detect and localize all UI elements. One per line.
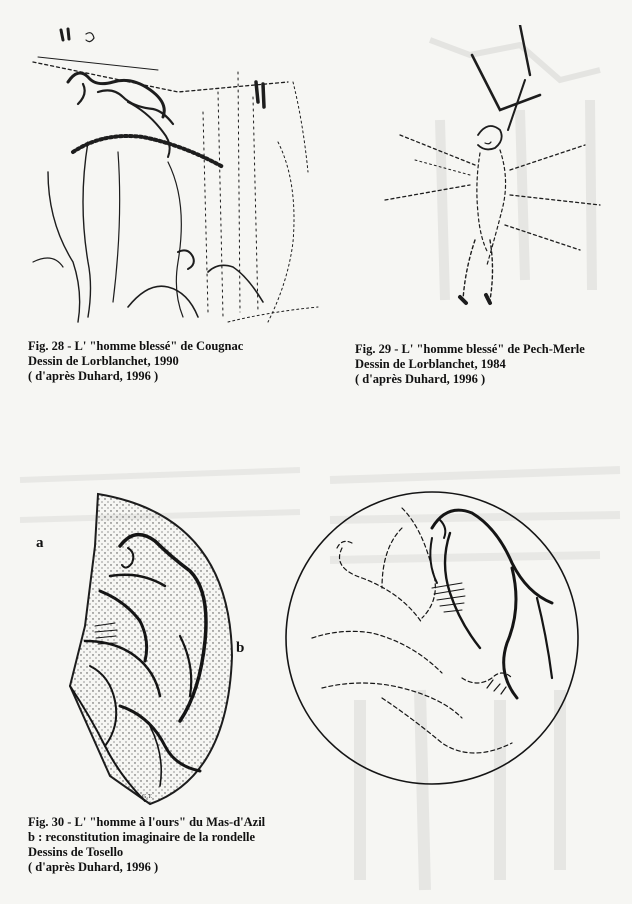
figure-30-label-a: a — [36, 535, 44, 551]
figure-30-caption-line-3: Dessins de Tosello — [28, 845, 124, 859]
figure-30-caption-line-2: b : reconstitution imaginaire de la rondelle — [28, 830, 256, 844]
figure-28-caption — [28, 339, 243, 384]
figure-29-caption — [355, 342, 585, 387]
figure-28-drawing — [28, 22, 328, 332]
figure-28-caption-line-1: Fig. 28 - L' "homme blessé" de Cougnac — [28, 339, 244, 353]
figure-30-caption — [28, 815, 265, 875]
svg-text:G.T.: G.T. — [142, 794, 153, 800]
figure-30-caption-line-4: ( d'après Duhard, 1996 ) — [28, 860, 159, 874]
figure-29-caption-line-2: Dessin de Lorblanchet, 1984 — [355, 357, 506, 371]
figure-28-caption-line-2: Dessin de Lorblanchet, 1990 — [28, 354, 179, 368]
figure-30-caption-line-1: Fig. 30 - L' "homme à l'ours" du Mas-d'Azil — [28, 815, 266, 829]
figure-29-caption-line-3: ( d'après Duhard, 1996 ) — [355, 372, 486, 386]
figure-30-label-b: b — [236, 640, 245, 656]
figure-30a-drawing — [50, 486, 235, 806]
figure-29-drawing — [380, 25, 620, 315]
figure-29-caption-line-1: Fig. 29 - L' "homme blessé" de Pech-Merle — [355, 342, 585, 356]
figure-28-caption-line-3: ( d'après Duhard, 1996 ) — [28, 369, 159, 383]
figure-30b-drawing — [282, 488, 582, 788]
